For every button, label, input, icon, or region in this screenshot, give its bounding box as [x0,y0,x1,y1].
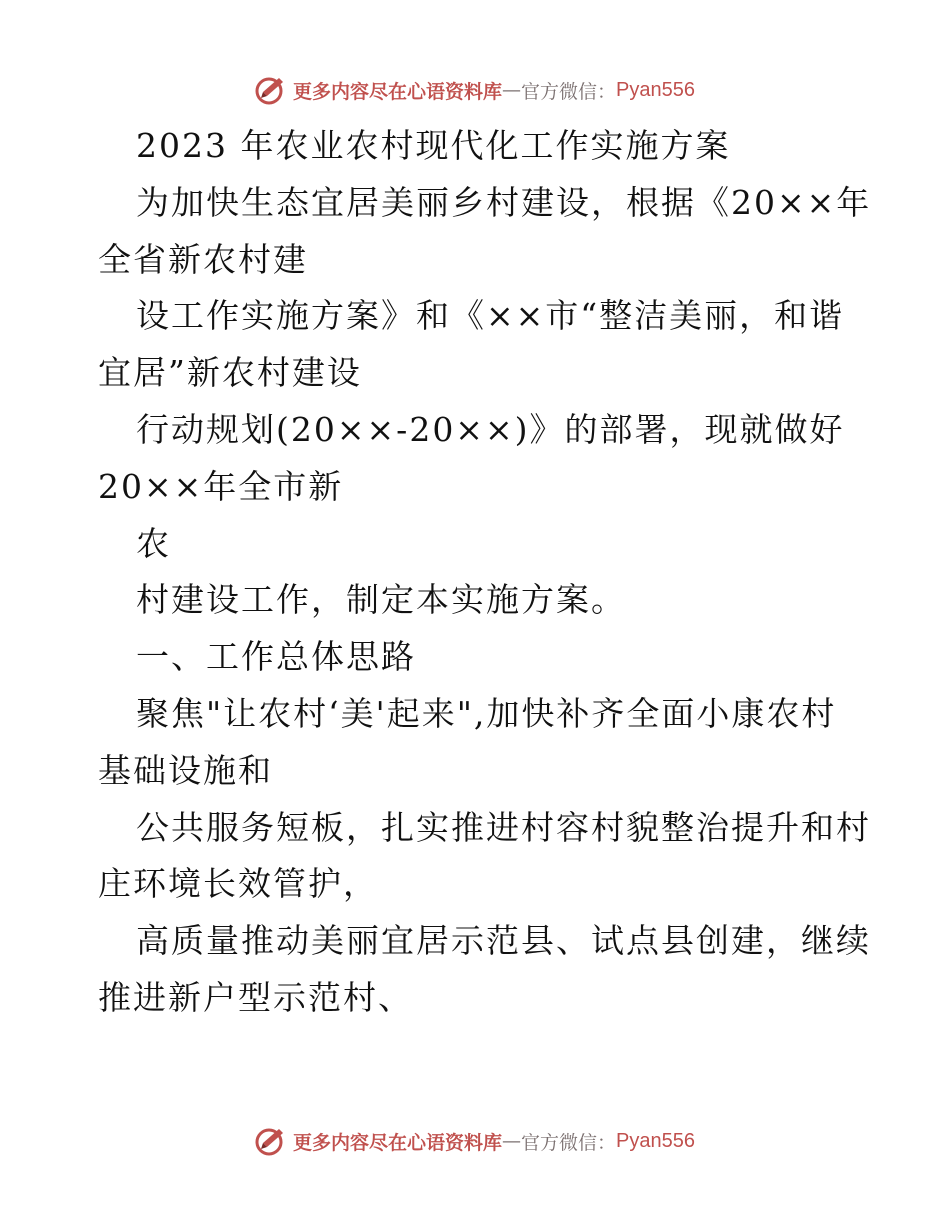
pen-logo-icon [255,74,287,106]
section-heading: 一、工作总体思路 [136,637,416,677]
paragraph-line: 聚焦"让农村‘美'起来",加快补齐全面小康农村 [136,693,837,733]
paragraph-line: 推进新户型示范村、 [98,977,413,1017]
paragraph-line: 村建设工作，制定本实施方案。 [136,580,626,620]
banner-dash: — [502,79,522,101]
paragraph-line: 20××年全市新 [98,466,344,506]
banner-dash: — [502,1130,522,1152]
paragraph-line: 高质量推动美丽宜居示范县、试点县创建，继续 [136,921,871,961]
pen-logo-icon [255,1125,287,1157]
banner-wechat-id: Pyan556 [616,78,695,101]
paragraph-line: 全省新农村建 [98,239,308,279]
footer-banner [0,1121,950,1161]
paragraph-line: 庄环境长效管护， [98,864,378,904]
banner-site-text: 更多内容尽在心语资料库 [293,1131,503,1154]
paragraph-line: 公共服务短板，扎实推进村容村貌整治提升和村 [136,807,871,847]
document-title: 2023 年农业农村现代化工作实施方案 [136,126,731,165]
banner-wechat-label: 官方微信： [521,80,617,103]
banner-wechat-label: 官方微信： [521,1131,617,1154]
paragraph-line: 为加快生态宜居美丽乡村建设，根据《20××年 [136,182,872,222]
paragraph-line: 设工作实施方案》和《××市“整洁美丽，和谐 [136,296,845,336]
header-banner [0,70,950,110]
document-body [98,118,872,1027]
paragraph-line: 基础设施和 [98,750,273,790]
paragraph-line: 农 [136,523,171,563]
banner-wechat-id: Pyan556 [616,1129,695,1152]
banner-site-text: 更多内容尽在心语资料库 [293,80,503,103]
paragraph-line: 行动规划(20××-20××)》的部署，现就做好 [136,409,845,449]
paragraph-line: 宜居”新农村建设 [98,353,362,393]
